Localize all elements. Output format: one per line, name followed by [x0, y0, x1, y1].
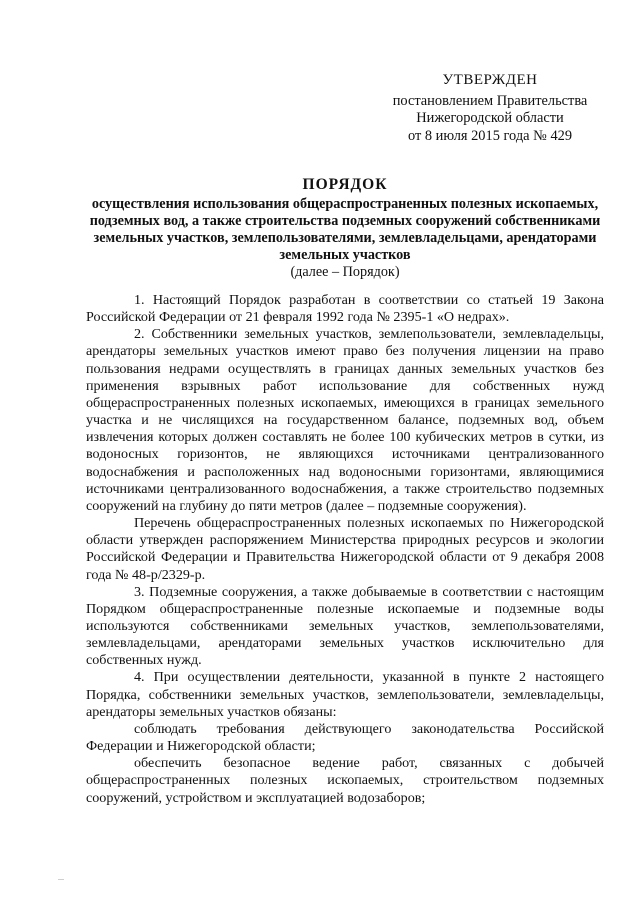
paragraph-4-item-2: обеспечить безопасное ведение работ, связанных с добычей общераспространенных полезных ископаемых, строительством подземных сооружений, устройством и эксплуатацией водозаборов;	[86, 755, 604, 806]
approval-title: УТВЕРЖДЕН	[442, 72, 538, 88]
approval-stamp	[360, 72, 620, 145]
document-note: (далее – Порядок)	[290, 264, 400, 281]
approval-line-3: от 8 июля 2015 года № 429	[407, 127, 573, 144]
document-title: ПОРЯДОК	[302, 176, 388, 193]
document-body	[86, 292, 604, 807]
paragraph-1: 1. Настоящий Порядок разработан в соответствии со статьей 19 Закона Российской Федерации от 21 февраля 1992 года № 2395-1 «О недрах».	[86, 292, 604, 326]
paragraph-3: 3. Подземные сооружения, а также добываемые в соответствии с настоящим Порядком общераспространенные полезные ископаемые и подземные воды используются собственниками земельных участков, землепользователями, землевладельцами, арендаторами земельных участков исключительно для собственных нужд.	[86, 583, 604, 669]
document-subtitle: осуществления использования общераспространенных полезных ископаемых, подземных вод, а также строительства подземных сооружений собственниками земельных участков, землепользователями, землевладельцами, арендаторами земельных участков	[89, 195, 601, 264]
paragraph-list-minerals: Перечень общераспространенных полезных ископаемых по Нижегородской области утвержден распоряжением Министерства природных ресурсов и экологии Российской Федерации и Правительства Нижегородской области от 9 декабря 2008 года № 48-р/2329-р.	[86, 515, 604, 583]
document-heading	[86, 176, 604, 282]
paragraph-2: 2. Собственники земельных участков, землепользователи, землевладельцы, арендаторы земельных участков имеют право без получения лицензии на право пользования недрами осуществлять в границах данных земельных участков без применения взрывных работ использование для собственных нужд общераспространенных полезных ископаемых, имеющихся в границах земельного участка и не числящихся на государственном балансе, подземных вод, объем извлечения которых должен составлять не более 100 кубических метров в сутки, из водоносных горизонтов, не являющихся источниками централизованного водоснабжения и расположенных над водоносными горизонтами, являющимися источниками централизованного водоснабжения, а также строительство подземных сооружений на глубину до пяти метров (далее – подземные сооружения).	[86, 326, 604, 514]
approval-line-1: постановлением Правительства	[392, 92, 588, 109]
approval-line-2: Нижегородской области	[416, 110, 564, 127]
paragraph-4: 4. При осуществлении деятельности, указанной в пункте 2 настоящего Порядка, собственники земельных участков, землепользователи, землевладельцы, арендаторы земельных участков обязаны:	[86, 669, 604, 720]
paragraph-4-item-1: соблюдать требования действующего законодательства Российской Федерации и Нижегородской области;	[86, 720, 604, 755]
page-margin-mark	[58, 879, 64, 880]
